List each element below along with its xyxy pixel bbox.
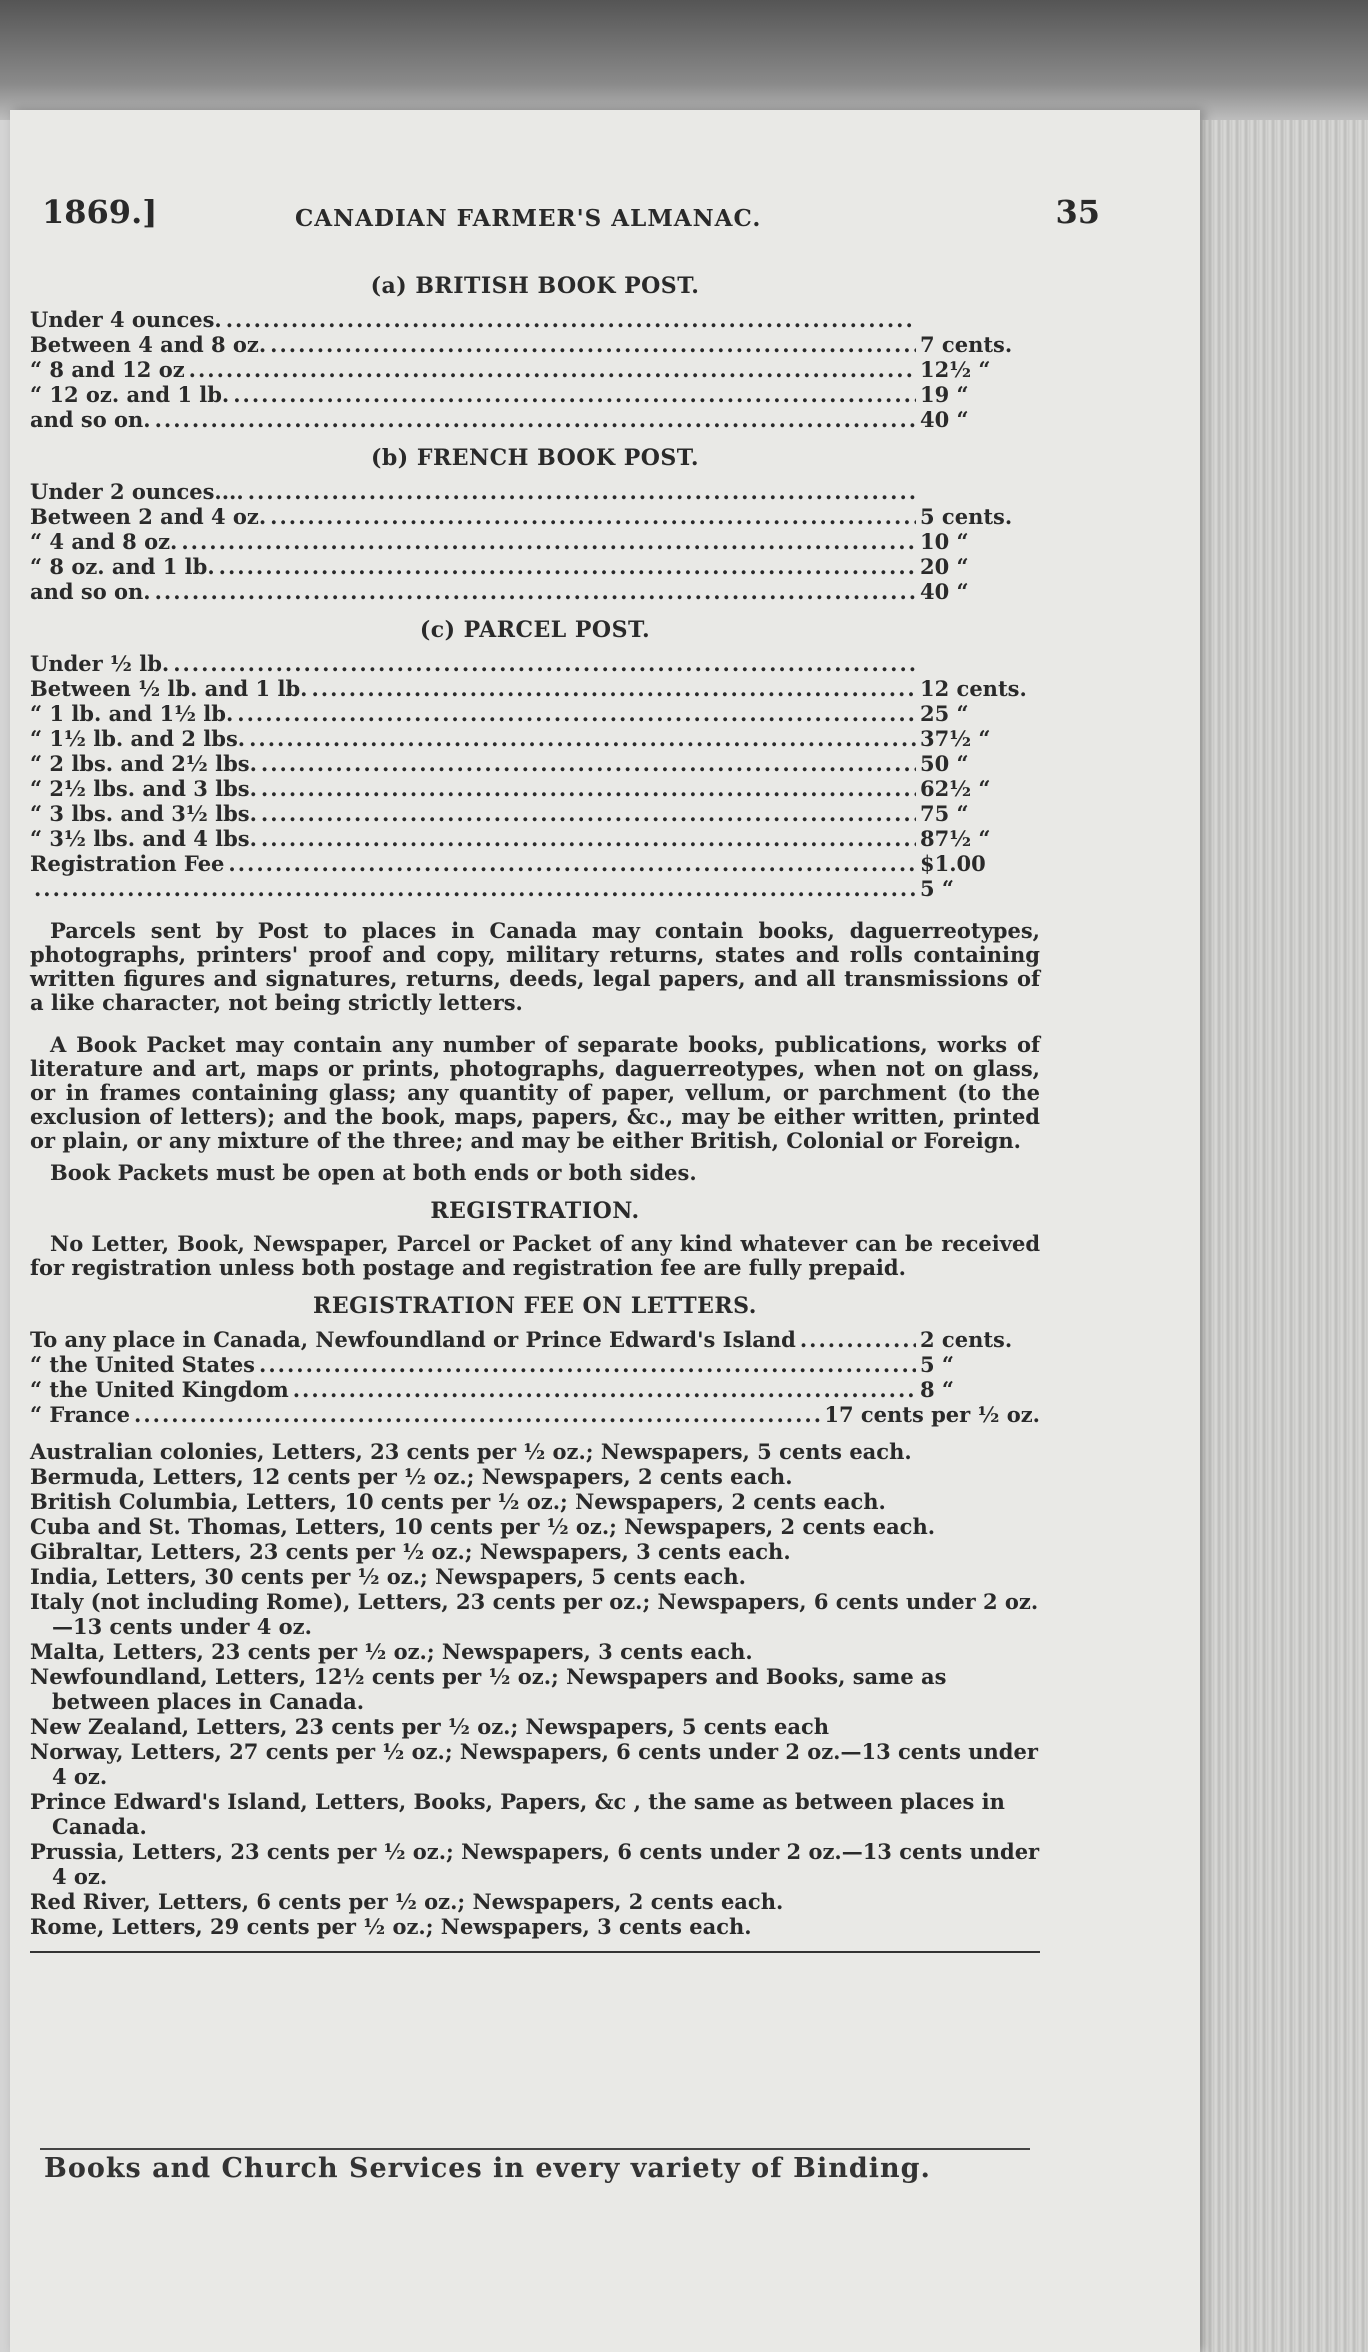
list-item: Australian colonies, Letters, 23 cents per ½ oz.; Newspapers, 5 cents each. bbox=[30, 1439, 912, 1464]
rate-row bbox=[30, 382, 1040, 407]
list-item: Prince Edward's Island, Letters, Books, Papers, &c , the same as between places in Canada. bbox=[30, 1789, 1005, 1839]
rate-row bbox=[30, 1352, 1040, 1377]
book-packet-open-note: Book Packets must be open at both ends or both sides. bbox=[50, 1160, 697, 1185]
rate-label: “ 1 lb. and 1½ lb. bbox=[30, 701, 234, 726]
rate-label: “ 2 lbs. and 2½ lbs. bbox=[30, 751, 257, 776]
list-item: Red River, Letters, 6 cents per ½ oz.; Newspapers, 2 cents each. bbox=[30, 1889, 784, 1914]
leader-dots bbox=[155, 579, 916, 604]
parcel-post-heading: (c) PARCEL POST. bbox=[419, 617, 651, 643]
registration-fee-table bbox=[30, 1327, 1040, 1427]
rate-label: Under 4 ounces. bbox=[30, 307, 222, 332]
rate-row bbox=[30, 701, 1040, 726]
rate-row bbox=[30, 1327, 1040, 1352]
parcels-paragraph: Parcels sent by Post to places in Canada may contain books, daguerreotypes, photographs, printers' proof and copy, military returns, states and rolls containing written figures and signatures, returns, deeds, legal papers, and all transmissions of a like character, not being strictly letters. bbox=[30, 918, 1040, 1015]
rate-row bbox=[30, 776, 1040, 801]
rate-label: “ 3½ lbs. and 4 lbs. bbox=[30, 826, 257, 851]
list-item: Prussia, Letters, 23 cents per ½ oz.; Newspapers, 6 cents under 2 oz.—13 cents under 4 oz. bbox=[30, 1839, 1040, 1889]
leader-dots bbox=[293, 1377, 916, 1402]
rate-label: “ 8 and 12 oz bbox=[30, 357, 185, 382]
rate-row bbox=[30, 1402, 1040, 1427]
book-packet-paragraph: A Book Packet may contain any number of separate books, publications, works of literature and art, maps or prints, photographs, daguerreotypes, when not on glass, or in frames containing glass; any quantity of paper, vellum, or parchment (to the exclusion of letters); and the book, maps, papers, &c., may be either written, printed or plain, or any mixture of the three; and may be either British, Colonial or Foreign. bbox=[30, 1032, 1040, 1153]
rate-label: Between 4 and 8 oz. bbox=[30, 332, 267, 357]
background-top bbox=[0, 0, 1368, 120]
rate-label: Under ½ lb. bbox=[30, 651, 170, 676]
list-item: Rome, Letters, 29 cents per ½ oz.; Newspapers, 3 cents each. bbox=[30, 1914, 752, 1939]
rate-row bbox=[30, 876, 1040, 901]
leader-dots bbox=[261, 776, 916, 801]
rate-value: 19 “ bbox=[920, 382, 969, 407]
registration-text: No Letter, Book, Newspaper, Parcel or Packet of any kind whatever can be received for registration unless both postage and registration fee are fully prepaid. bbox=[30, 1231, 1040, 1280]
rate-value: 2 cents. bbox=[920, 1327, 1013, 1352]
rate-value: 40 “ bbox=[920, 407, 969, 432]
footer-advertisement: Books and Church Services in every variety of Binding. bbox=[44, 2153, 931, 2184]
rate-row bbox=[30, 751, 1040, 776]
leader-dots bbox=[181, 529, 916, 554]
rate-label: “ 4 and 8 oz. bbox=[30, 529, 178, 554]
leader-dots bbox=[259, 1352, 916, 1377]
rate-row bbox=[30, 357, 1040, 382]
footer-rule bbox=[40, 2148, 1030, 2150]
rate-value: 87½ “ bbox=[920, 826, 991, 851]
rate-row bbox=[30, 826, 1040, 851]
running-head-title: CANADIAN FARMER'S ALMANAC. bbox=[295, 205, 762, 232]
leader-dots bbox=[249, 726, 916, 751]
rate-row bbox=[30, 579, 1040, 604]
leader-dots bbox=[134, 1402, 820, 1427]
rate-label: Between ½ lb. and 1 lb. bbox=[30, 676, 308, 701]
rate-value: 37½ “ bbox=[920, 726, 991, 751]
rate-label: To any place in Canada, Newfoundland or Prince Edward's Island bbox=[30, 1327, 796, 1352]
rate-row bbox=[30, 651, 1040, 676]
leader-dots bbox=[155, 407, 916, 432]
rate-value: 75 “ bbox=[920, 801, 969, 826]
rate-value: 12½ “ bbox=[920, 357, 991, 382]
leader-dots bbox=[311, 676, 916, 701]
rate-value: 25 “ bbox=[920, 701, 969, 726]
rate-row bbox=[30, 479, 1040, 504]
rate-label: “ the United Kingdom bbox=[30, 1377, 289, 1402]
rate-value: 5 cents. bbox=[920, 504, 1013, 529]
rate-label: “ the United States bbox=[30, 1352, 256, 1377]
french-book-post-heading: (b) FRENCH BOOK POST. bbox=[371, 445, 699, 471]
leader-dots bbox=[189, 357, 916, 382]
rate-value: 5 “ bbox=[920, 876, 955, 901]
rate-row bbox=[30, 332, 1040, 357]
rate-label: “ 3 lbs. and 3½ lbs. bbox=[30, 801, 257, 826]
french-book-post-table bbox=[30, 479, 1040, 604]
leader-dots bbox=[34, 876, 916, 901]
page-number: 35 bbox=[1055, 193, 1100, 231]
page-content bbox=[30, 193, 1100, 1953]
list-item: India, Letters, 30 cents per ½ oz.; Newspapers, 5 cents each. bbox=[30, 1564, 746, 1589]
rate-value: 17 cents per ½ oz. bbox=[824, 1402, 1040, 1427]
registration-heading: REGISTRATION. bbox=[430, 1198, 640, 1224]
leader-dots bbox=[261, 751, 916, 776]
leader-dots bbox=[233, 382, 916, 407]
leader-dots bbox=[219, 554, 916, 579]
list-item: Bermuda, Letters, 12 cents per ½ oz.; Newspapers, 2 cents each. bbox=[30, 1464, 793, 1489]
foreign-rates-list bbox=[30, 1439, 1040, 1939]
rate-label: Registration Fee bbox=[30, 851, 225, 876]
rate-value: 12 cents. bbox=[920, 676, 1027, 701]
list-item: Norway, Letters, 27 cents per ½ oz.; Newspapers, 6 cents under 2 oz.—13 cents under 4 oz. bbox=[30, 1739, 1038, 1789]
rate-row bbox=[30, 307, 1040, 332]
rate-label: “ 2½ lbs. and 3 lbs. bbox=[30, 776, 257, 801]
rate-label: and so on. bbox=[30, 579, 151, 604]
leader-dots bbox=[261, 801, 916, 826]
rate-value: 8 “ bbox=[920, 1377, 955, 1402]
rate-label: Under 2 ounces.... bbox=[30, 479, 244, 504]
running-head-year: 1869.] bbox=[42, 193, 158, 231]
rate-value: 7 cents. bbox=[920, 332, 1013, 357]
rate-row bbox=[30, 676, 1040, 701]
rate-row bbox=[30, 726, 1040, 751]
parcel-post-table bbox=[30, 651, 1040, 901]
running-head bbox=[30, 193, 1100, 260]
rate-label: “ France bbox=[30, 1402, 131, 1427]
leader-dots bbox=[228, 851, 916, 876]
rate-value: 5 “ bbox=[920, 1352, 955, 1377]
rate-value: 20 “ bbox=[920, 554, 969, 579]
list-item: Newfoundland, Letters, 12½ cents per ½ oz.; Newspapers and Books, same as between places in Canada. bbox=[30, 1664, 947, 1714]
rate-row bbox=[30, 1377, 1040, 1402]
british-book-post-table bbox=[30, 307, 1040, 432]
rate-label: and so on. bbox=[30, 407, 151, 432]
british-book-post-heading: (a) BRITISH BOOK POST. bbox=[370, 273, 700, 299]
rate-value: $1.00 bbox=[920, 851, 986, 876]
rate-row bbox=[30, 407, 1040, 432]
leader-dots bbox=[800, 1327, 916, 1352]
rate-value: 62½ “ bbox=[920, 776, 991, 801]
list-item: Cuba and St. Thomas, Letters, 10 cents per ½ oz.; Newspapers, 2 cents each. bbox=[30, 1514, 936, 1539]
rate-label: “ 8 oz. and 1 lb. bbox=[30, 554, 215, 579]
rate-label: “ 12 oz. and 1 lb. bbox=[30, 382, 230, 407]
rate-row bbox=[30, 801, 1040, 826]
bottom-rule bbox=[30, 1951, 1040, 1953]
rate-row bbox=[30, 851, 1040, 876]
rate-row bbox=[30, 554, 1040, 579]
rate-row bbox=[30, 529, 1040, 554]
leader-dots bbox=[248, 479, 916, 504]
leader-dots bbox=[270, 504, 916, 529]
rate-label: “ 1½ lb. and 2 lbs. bbox=[30, 726, 246, 751]
rate-value: 10 “ bbox=[920, 529, 969, 554]
leader-dots bbox=[237, 701, 916, 726]
leader-dots bbox=[270, 332, 916, 357]
rate-value: 40 “ bbox=[920, 579, 969, 604]
rate-label: Between 2 and 4 oz. bbox=[30, 504, 267, 529]
leader-dots bbox=[173, 651, 916, 676]
list-item: New Zealand, Letters, 23 cents per ½ oz.; Newspapers, 5 cents each bbox=[30, 1714, 830, 1739]
rate-row bbox=[30, 504, 1040, 529]
list-item: Gibraltar, Letters, 23 cents per ½ oz.; Newspapers, 3 cents each. bbox=[30, 1539, 791, 1564]
list-item: Malta, Letters, 23 cents per ½ oz.; Newspapers, 3 cents each. bbox=[30, 1639, 753, 1664]
leader-dots bbox=[261, 826, 916, 851]
registration-fee-heading: REGISTRATION FEE ON LETTERS. bbox=[313, 1293, 757, 1319]
list-item: Italy (not including Rome), Letters, 23 cents per oz.; Newspapers, 6 cents under 2 oz.—13 cents under 4 oz. bbox=[30, 1589, 1039, 1639]
leader-dots bbox=[226, 307, 916, 332]
list-item: British Columbia, Letters, 10 cents per ½ oz.; Newspapers, 2 cents each. bbox=[30, 1489, 886, 1514]
book-page-edges bbox=[1195, 120, 1368, 2352]
rate-value: 50 “ bbox=[920, 751, 969, 776]
